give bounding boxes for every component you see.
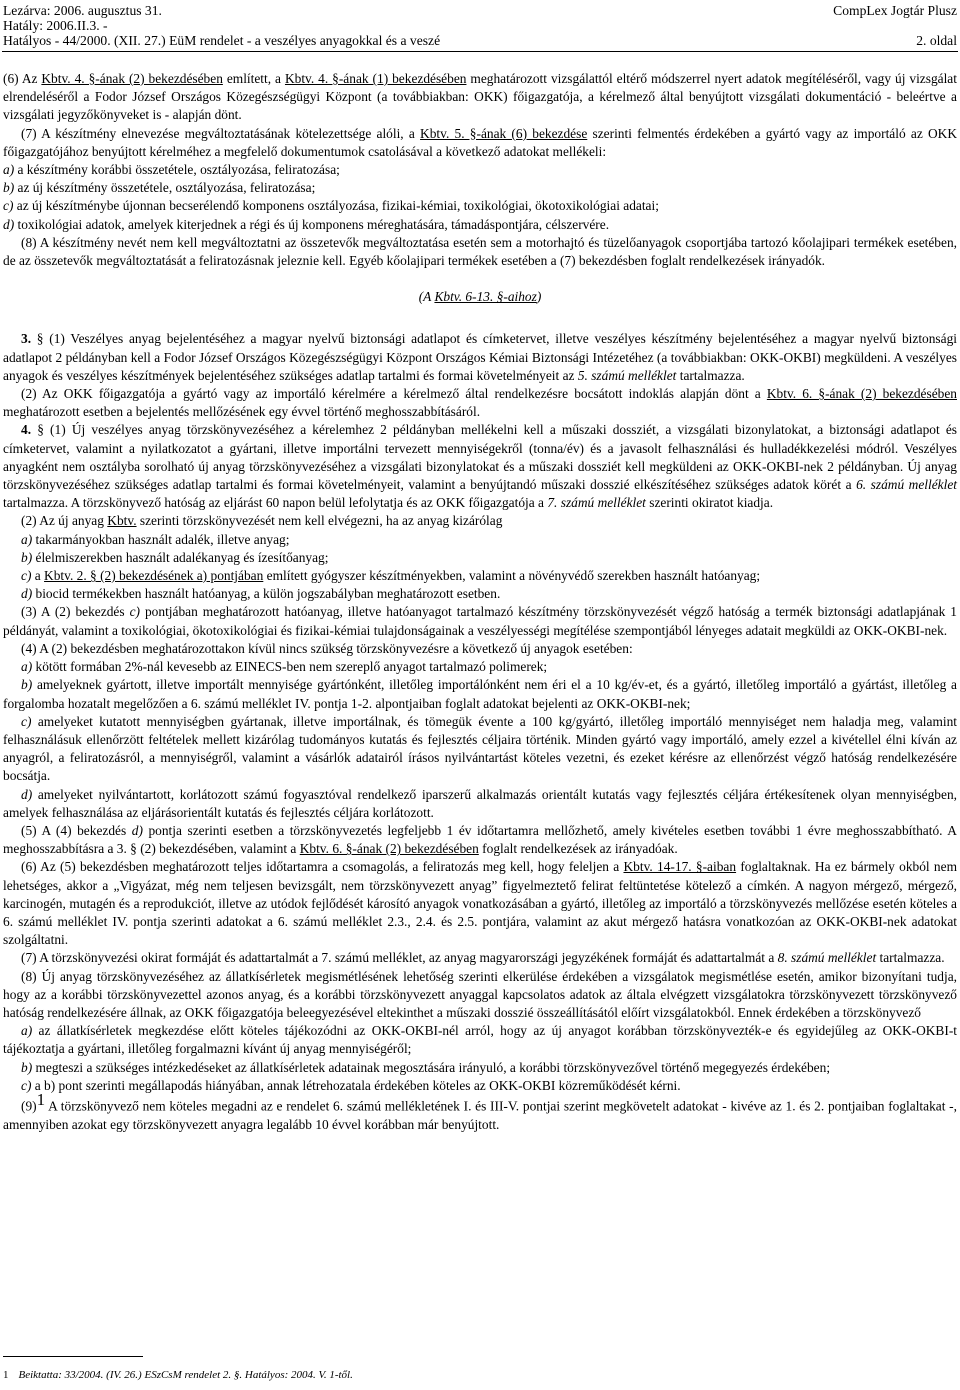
paragraph-4-5: (5) A (4) bekezdés d) pontja szerinti esetben a törzskönyvezetés legfeljebb 1 év időtartamra mellőzhető, amely kivételes esetben további 1 évre meghosszabbítható. A meghosszabbításra a 3. § (2) bekezdésében, valamint a Kbtv. 6. §-ának (2) bekezdésében foglalt rendelkezések az irányadóak.: [3, 822, 957, 857]
footnote-text: Beiktatta: 33/2004. (IV. 26.) ESzCsM rendelet 2. §. Hatályos: 2004. V. 1-től.: [18, 1369, 353, 1381]
list-item: d) biocid termékekben használt hatóanyag, a külön jogszabályban meghatározott esetben.: [21, 586, 501, 602]
paragraph-4-8: (8) Új anyag törzskönyvezéséhez az állatkísérletek megismétlésének lehetőség szerinti elkerülése érdekében a vizsgálatok megismétlése esetén, amikor bizonyítani tudja, hogy az a korábbi törzskönyvezettel azonos anyag, és a korábbi törzskönyvezett anyaggal kapcsolatos adatok az általa elvégzett vizsgálatokra törzskönyvezett törzskönyvező hatóság rendelkezésére állnak, az OKK főigazgatója beleegyezésével eltekinthet a műszaki dosszié összeállításától előírt vizsgálatokból. Ennek érdekében a törzskönyvező: [3, 968, 957, 1020]
validity-date: Hatály: 2006.II.3. -: [3, 18, 108, 33]
link-kbtv-6-2[interactable]: Kbtv. 6. §-ának (2) bekezdésében: [766, 386, 957, 402]
link-kbtv-6-13[interactable]: Kbtv. 6-13. §-aihoz: [434, 289, 537, 305]
footnote: [3, 1368, 353, 1382]
link-kbtv-6-2b[interactable]: Kbtv. 6. §-ának (2) bekezdésében: [299, 841, 479, 857]
paragraph-4-9: (9)$^1$ A törzskönyvező nem köteles megadni az e rendelet 6. számú mellékletének I. és III-V. pontjai szerint megkövetelt adatokat - kivéve az 1. és 2. pontjaiban foglaltakat -, amennyiben azokat egy törzskönyvezett anyagra legalább 10 évvel korábban már benyújtott.: [3, 1089, 957, 1132]
list-item: c) a Kbtv. 2. § (2) bekezdésének a) pontjában említett gyógyszer készítményekben, valamint a növényvédő szerekben használt hatóanyag;: [21, 568, 761, 584]
header-line-3: [3, 33, 957, 49]
paragraph-2-6: (6) Az Kbtv. 4. §-ának (2) bekezdésében említett, a Kbtv. 4. §-ának (1) bekezdésében meghatározott vizsgálattól eltérő módszerrel nyert adatok megítéléséről, vagy új vizsgálat elrendeléséről a Fodor József Országos Közegészségügyi Központ (a továbbiakban: OKK) főigazgatója, a kérelmező által benyújtott vizsgálati dokumentáció - beleértve a vizsgálati jegyzőkönyveket is - alapján dönt.: [3, 71, 957, 123]
closing-date: Lezárva: 2006. augusztus 31.: [3, 3, 162, 18]
list-item: d) amelyeket nyilvántartott, korlátozott számú fogyasztóval rendelkező iparszerű alkalmazás orientált kutatás vagy fejlesztés céljára értékesítenek olyan mennyiségben, amelyek felhasználása az eljárásorientált kutatás és fejlesztés céljára korlátozott.: [3, 786, 957, 820]
document-body: [3, 70, 957, 1134]
section-heading: (A Kbtv. 6-13. §-aihoz): [418, 289, 542, 305]
list-item: c) a b) pont szerinti megállapodás hiányában, annak létrehozatala érdekében köteles az OKK-OKBI közreműködését kérni.: [21, 1077, 681, 1093]
link-kbtv-4-1[interactable]: Kbtv. 4. §-ának (1) bekezdésében: [284, 71, 467, 86]
list-item: b) megteszi a szükséges intézkedéseket az állatkísérletek adatainak megosztására irányuló, a korábbi törzskönyvezővel történő megegyezés érdekében;: [21, 1059, 831, 1075]
page-number: 2. oldal: [916, 33, 957, 48]
app-name: CompLex Jogtár Plusz: [833, 3, 957, 18]
list-item: c) az új készítménybe újonnan becserélendő komponens osztályozása, fizikai-kémiai, toxikológiai, ökotoxikológiai adatai;: [3, 198, 659, 214]
link-kbtv-4-2[interactable]: Kbtv. 4. §-ának (2) bekezdésében: [41, 71, 223, 86]
paragraph-3-1: 3. § (1) Veszélyes anyag bejelentéséhez a magyar nyelvű biztonsági adatlapot és címketervet, illetve veszélyes készítmény bejelentéséhez a magyar nyelvű biztonsági adatlapot 2 példányban kell a Fodor József Országos Közegészségügyi Központ Országos Kémiai Biztonsági Intézetéhez (a továbbiakban: OKK-OKBI) megküldeni. A veszélyes anyagok és veszélyes készítmények bejelentéséhez szükséges adatlap tartalmi és formai követelményeit az 5. számú melléklet tartalmazza.: [3, 331, 957, 383]
link-kbtv-5-6[interactable]: Kbtv. 5. §-ának (6) bekezdése: [420, 125, 588, 141]
paragraph-4-7: (7) A törzskönyvezési okirat formáját és adattartalmát a 7. számú melléklet, az anyag magyarországi jegyzékének formáját és adattartalmát a 8. számú melléklet tartalmazza.: [21, 950, 945, 966]
list-item: c) amelyeket kutatott mennyiségben gyártanak, illetve importálnak, és tömegük évente a 100 kg/gyártó, illetőleg importáló mennyiséget nem haladja meg, valamint felhasználásuk ellenőrzött feltételek mellett kizárólag tudományos kutatás és fejlesztés céljaira történik. Minden gyártó vagy importáló, amely ezzel a kivétellel élni kíván az anyagról, a feliratozásról, a mennyiségről, valamint a vásárlók adatairól írásos nyilvántartást köteles vezetni, és ezeket kérésre az ellenőrzést végző hatóság rendelkezésére bocsátja.: [3, 713, 957, 784]
footnote-number: 1: [3, 1369, 9, 1381]
footnote-divider: [3, 1356, 143, 1357]
list-item: a) a készítmény korábbi összetétele, osztályozása, feliratozása;: [3, 162, 340, 178]
paragraph-3-2: (2) Az OKK főigazgatója a gyártó vagy az importáló kérelmére a kérelmező által rendelkezésre bocsátott indoklás alapján dönt a Kbtv. 6. §-ának (2) bekezdésében meghatározott esetben a bejelentés mellőzésének egy évvel történő meghosszabbításáról.: [3, 386, 957, 420]
link-kbtv-14-17[interactable]: Kbtv. 14-17. §-aiban: [623, 859, 737, 875]
header-line-1: [3, 3, 957, 19]
link-kbtv-2-2-a[interactable]: Kbtv. 2. § (2) bekezdésének a) pontjában: [44, 568, 264, 584]
paragraph-4-2: (2) Az új anyag Kbtv. szerinti törzskönyvezését nem kell elvégezni, ha az anyag kizárólag: [21, 513, 503, 529]
paragraph-4-3: (3) A (2) bekezdés c) pontjában meghatározott hatóanyag, illetve hatóanyagot tartalmazó készítmény törzskönyvezését végző hatóság a termék biztonsági adatlapjának 1 példányát, valamint a toxikológiai, ökotoxikológiai és fizikai-kémiai tulajdonságainak a veszélyességi megítélése szempontjából lényeges adatait megküldi az OKK-OKBI-nek.: [3, 604, 957, 638]
paragraph-2-8: (8) A készítmény nevét nem kell megváltoztatni az összetevők megváltoztatása esetén sem a motorhajtó és tüzelőanyagok csoportjába tartozó kőolajipari termékek esetében, de az összetevők megváltoztatását a feliratozásnak jeleznie kell. Egyéb kőolajipari termékek esetében a (7) bekezdésben foglalt rendelkezések irányadók.: [3, 234, 957, 269]
list-item: b) élelmiszerekben használt adalékanyag és ízesítőanyag;: [21, 549, 329, 565]
paragraph-4-1: 4. § (1) Új veszélyes anyag törzskönyvezéséhez a kérelemhez 2 példányban mellékelni kell a műszaki dossziét, a vizsgálati bizonylatokat, a biztonsági adatlapot és címketervet, valamint a nyilatkozatot a gyártani, illetve importálni tervezett mennyiségekről (tonna/év) és a javasolt felhasználási és hulladékkezelési módról. Veszélyes anyagként nem osztályba sorolható új anyag törzskönyvezéséhez a vizsgálati bizonylatokat és a műszaki dossziét kell megküldeni az OKK-OKBI-nek 2 példányban. Új anyag törzskönyvezéséhez szükséges adatlap tartalmi és formai követelményeit, valamint a benyújtandó műszaki dosszié elkészítéséhez szükséges adatok körét a 6. számú melléklet tartalmazza. A törzskönyvező hatóság az eljárást 60 napon belül lefolytatja és az OKK főigazgatója a 7. számú melléklet szerinti okiratot kiadja.: [3, 422, 957, 511]
paragraph-4-6: (6) Az (5) bekezdésben meghatározott teljes időtartamra a csomagolás, a feliratozás meg kell, hogy feleljen a Kbtv. 14-17. §-aiban foglaltaknak. Ha ez bármely okból nem lehetséges, akkor a „Vigyázat, még nem teljesen bevizsgált, nem törzskönyvezett anyag” figyelmeztető felirat feltüntetése kötelező a címkén. A nagyon mérgező, mérgező, karcinogén, mutagén és a reprodukciót, illetve az utódok fejlődését károsító anyagok vonatkozásában a gyártó, illetőleg az importáló a törzskönyvezés mellőzése esetén köteles a 6. számú melléklet IV. pontja szerinti adatokat a 6. számú melléklet 2.3., 2.4. és 2.5. pontjára, valamint az akut mérgező hatásra vonatkozóan az OKK-OKBI-nek adatokat szolgáltatni.: [3, 859, 957, 948]
list-item: d) toxikológiai adatok, amelyek kiterjednek a régi és új komponens méreghatására, támadáspontjára, célszervére.: [3, 216, 610, 232]
header-line-2: [3, 18, 957, 34]
footnote-marker[interactable]: 1: [36, 1089, 46, 1109]
header-divider: [2, 51, 958, 52]
list-item: a) takarmányokban használt adalék, illetve anyag;: [21, 531, 290, 547]
list-item: b) az új készítmény összetétele, osztályozása, feliratozása;: [3, 180, 316, 196]
list-item: a) kötött formában 2%-nál kevesebb az EINECS-ben nem szereplő anyagot tartalmazó polimerek;: [21, 659, 548, 675]
list-item: a) az állatkísérletek megkezdése előtt köteles tájékozódni az OKK-OKBI-nél arról, hogy az új anyagot korábban törzskönyvezték-e és egyidejűleg az OKK-OKBI-t tájékoztatja a gyártani, illetőleg forgalmazni kívánt új anyag mennyiségéről;: [3, 1023, 957, 1057]
link-kbtv[interactable]: Kbtv.: [107, 513, 137, 529]
paragraph-4-4: (4) A (2) bekezdésben meghatározottakon kívül nincs szükség törzskönyvezésre a következő új anyagok esetében:: [21, 640, 633, 656]
paragraph-2-7: (7) A készítmény elnevezése megváltoztatásának kötelezettsége alóli, a Kbtv. 5. §-ának (6) bekezdése szerinti felmentés érdekében a gyártó vagy az importáló az OKK főigazgatójához benyújtott kérelméhez a megfelelő dokumentumok csatolásával a következő adatokat mellékeli:: [3, 125, 957, 159]
list-item: b) amelyeknek gyártott, illetve importált mennyisége gyártónként, illetőleg importálónként nem éri el a 10 kg/év-et, és a gyártó, illetőleg importáló a gyártást, illetőleg a forgalomba hozatalt megelőzően a 6. számú melléklet IV. pontja 1-2. alpontjaiban foglalt adatokat bejelenti az OKK-OKBI-nek;: [3, 677, 957, 711]
document-title: Hatályos - 44/2000. (XII. 27.) EüM rendelet - a veszélyes anyagokkal és a veszé: [3, 33, 441, 48]
